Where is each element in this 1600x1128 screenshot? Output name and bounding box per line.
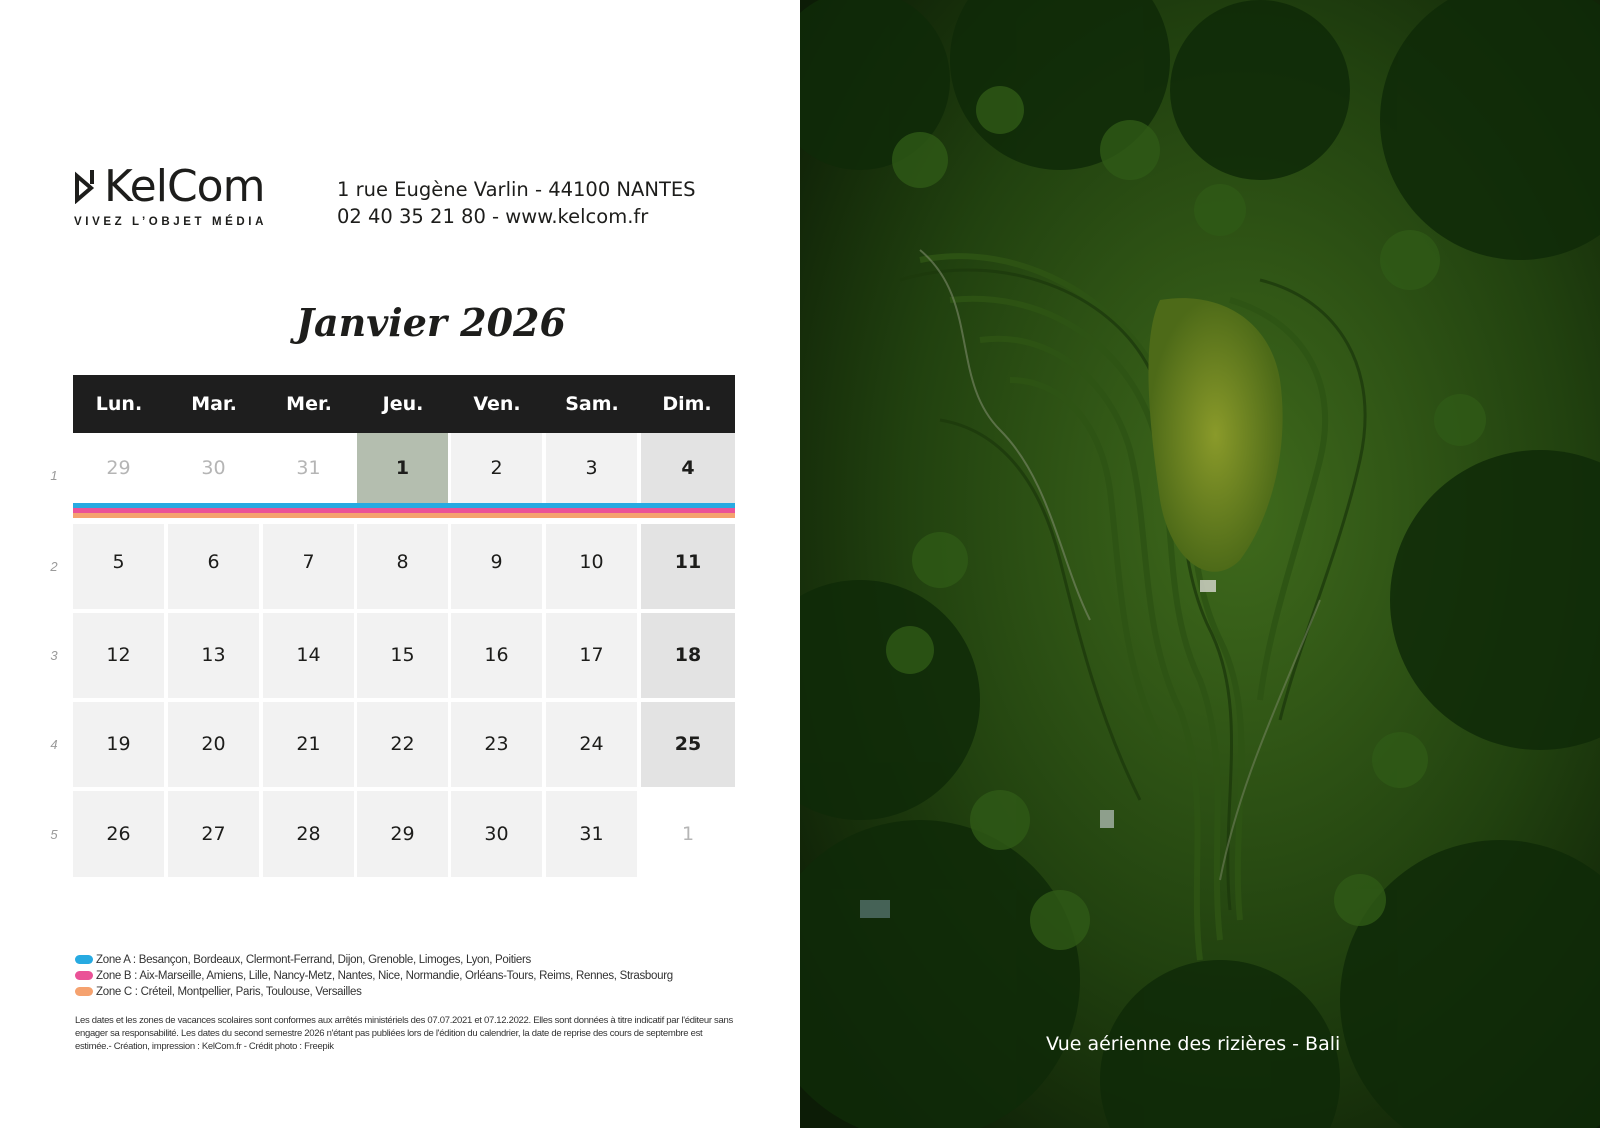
kelcom-logo [74,158,314,234]
aerial-landscape-illustration [800,0,1600,1128]
day-cell-prev-month[interactable]: 31 [296,457,321,479]
week-number: 2 [50,559,58,574]
day-cell-next-month[interactable]: 1 [681,823,695,845]
legend-zone-a [75,954,531,969]
day-cell[interactable]: 10 [546,524,637,609]
zone-c-swatch [75,987,93,996]
day-cell[interactable]: 23 [451,702,542,787]
day-cell[interactable]: 14 [263,613,354,698]
day-header-wednesday: Mer. [286,393,332,415]
day-cell-prev-month[interactable]: 30 [201,457,226,479]
week-number: 4 [50,737,58,752]
zone-c-vacation-bar [73,513,735,518]
day-cell[interactable]: 21 [263,702,354,787]
day-cell[interactable]: 26 [73,791,164,877]
disclaimer-text: Les dates et les zones de vacances scolaires sont conformes aux arrêtés ministériels des 07.07.2021 et 07.12.2022. Elles sont données à titre indicatif par l'éditeur sans engager sa responsabilité. Les dates du second semestre 2026 n'étant pas publiées lors de l'édition du calendrier, la date de reprise des cours de septembre est estimée.- Création, impression : KelCom.fr - Crédit photo : Freepik [75,1015,733,1052]
day-cell[interactable]: 13 [168,613,259,698]
week-number: 5 [50,827,58,842]
day-cell[interactable]: 30 [451,791,542,877]
contact-line: 02 40 35 21 80 - www.kelcom.fr [337,205,649,228]
legend-zone-c-text: Zone C : Créteil, Montpellier, Paris, Toulouse, Versailles [96,986,362,998]
day-cell[interactable]: 28 [263,791,354,877]
day-header-thursday: Jeu. [382,393,424,415]
play-mark-icon [74,170,96,204]
day-cell-sunday[interactable]: 11 [641,524,735,609]
day-cell[interactable]: 5 [73,524,164,609]
day-cell[interactable]: 15 [357,613,448,698]
day-cell-sunday[interactable]: 25 [641,702,735,787]
day-header-sunday: Dim. [662,393,712,415]
day-cell[interactable]: 8 [357,524,448,609]
day-cell[interactable]: 2 [451,433,542,503]
day-cell-today[interactable]: 1 [357,433,448,503]
day-header-tuesday: Mar. [191,393,237,415]
week-number: 1 [50,468,58,483]
day-cell[interactable]: 19 [73,702,164,787]
zone-b-swatch [75,971,93,980]
day-cell[interactable]: 9 [451,524,542,609]
zone-a-swatch [75,955,93,964]
photo-caption: Vue aérienne des rizières - Bali [1046,1033,1341,1055]
company-address [337,176,696,230]
day-cell[interactable]: 6 [168,524,259,609]
day-cell[interactable]: 29 [357,791,448,877]
week-number: 3 [50,648,58,663]
day-cell[interactable]: 12 [73,613,164,698]
day-cell-sunday[interactable]: 18 [641,613,735,698]
address-line: 1 rue Eugène Varlin - 44100 NANTES [337,178,696,201]
day-cell-prev-month[interactable]: 29 [106,457,131,479]
day-cell[interactable]: 7 [263,524,354,609]
calendar-header [73,375,735,433]
day-cell[interactable]: 31 [546,791,637,877]
month-title: Janvier 2026 [296,300,566,345]
legend-zone-b [75,970,673,985]
logo-tagline: VIVEZ L’OBJET MÉDIA [74,216,268,228]
day-header-friday: Ven. [473,393,521,415]
legend-zone-a-text: Zone A : Besançon, Bordeaux, Clermont-Ferrand, Dijon, Grenoble, Limoges, Lyon, Poitiers [96,954,531,966]
day-header-saturday: Sam. [565,393,619,415]
day-cell[interactable]: 27 [168,791,259,877]
legend-zone-c [75,986,362,1001]
day-cell[interactable]: 16 [451,613,542,698]
rice-terrace-photo [800,0,1600,1128]
logo-wordmark: KelCom [104,161,265,212]
day-cell[interactable]: 24 [546,702,637,787]
legend-zone-b-text: Zone B : Aix-Marseille, Amiens, Lille, Nancy-Metz, Nantes, Nice, Normandie, Orléans-Tours, Reims, Rennes, Strasbourg [96,970,673,982]
day-cell[interactable]: 22 [357,702,448,787]
day-cell[interactable]: 17 [546,613,637,698]
day-cell[interactable]: 3 [546,433,637,503]
day-cell-sunday[interactable]: 4 [641,433,735,503]
day-header-monday: Lun. [95,393,143,415]
day-cell[interactable]: 20 [168,702,259,787]
